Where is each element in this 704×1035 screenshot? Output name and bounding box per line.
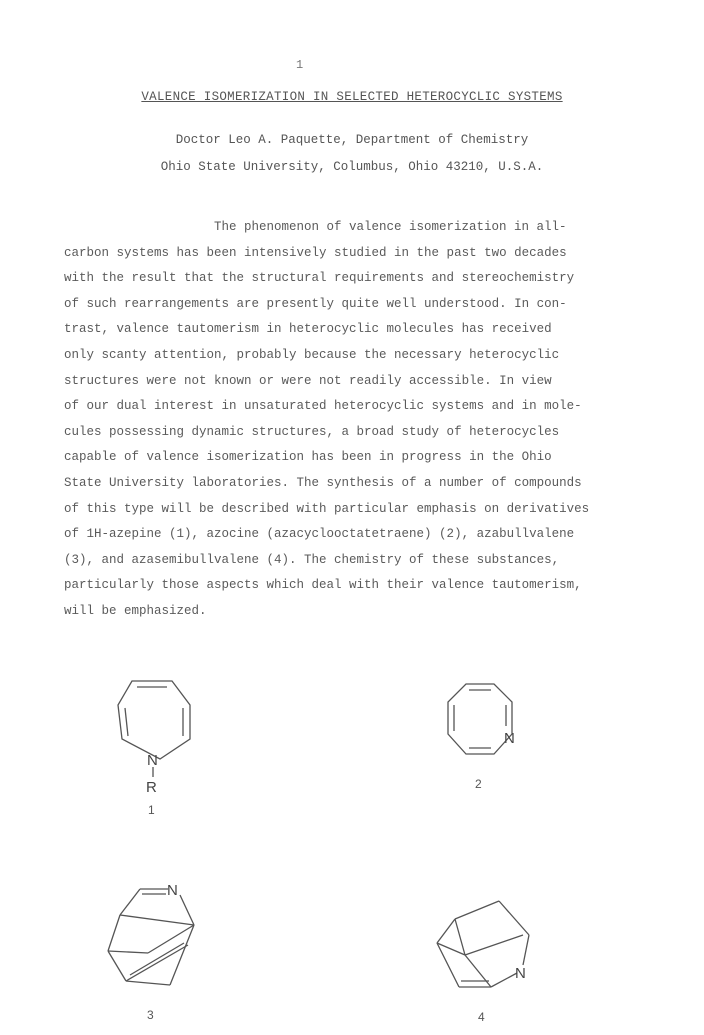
- azasemibullvalene-structure: [425, 895, 545, 1005]
- body-line: particularly those aspects which deal with their valence tautomerism,: [64, 578, 582, 593]
- azabullvalene-structure: [100, 875, 210, 1005]
- structure-4-label: 4: [478, 1010, 485, 1024]
- body-line: trast, valence tautomerism in heterocyclic molecules has received: [64, 322, 552, 337]
- paper-title: VALENCE ISOMERIZATION IN SELECTED HETEROCYCLIC SYSTEMS: [141, 90, 563, 104]
- structure-1-label: 1: [148, 803, 155, 817]
- body-line: cules possessing dynamic structures, a broad study of heterocycles: [64, 424, 560, 439]
- body-line: of 1H-azepine (1), azocine (azacyclooctatetraene) (2), azabullvalene: [64, 527, 575, 542]
- body-line: of this type will be described with particular emphasis on derivatives: [64, 501, 590, 516]
- body-line: will be emphasized.: [64, 603, 207, 618]
- body-line: carbon systems has been intensively studied in the past two decades: [64, 245, 567, 260]
- azocine-n-atom: N: [504, 730, 515, 747]
- body-line: structures were not known or were not readily accessible. In view: [64, 373, 552, 388]
- azocine-structure: [440, 680, 530, 770]
- author-line: Doctor Leo A. Paquette, Department of Chemistry: [175, 133, 529, 147]
- azasemibullvalene-n-atom: N: [515, 965, 526, 982]
- body-line: State University laboratories. The synthesis of a number of compounds: [64, 475, 582, 490]
- azabullvalene-n-atom: N: [167, 882, 178, 899]
- page-number: 1: [296, 58, 304, 72]
- body-line: with the result that the structural requirements and stereochemistry: [64, 271, 575, 286]
- structure-3-label: 3: [147, 1008, 154, 1022]
- azepine-r-group: R: [146, 779, 157, 796]
- body-line: capable of valence isomerization has been in progress in the Ohio: [64, 450, 552, 465]
- body-line: (3), and azasemibullvalene (4). The chemistry of these substances,: [64, 552, 560, 567]
- body-line: of such rearrangements are presently quite well understood. In con-: [64, 296, 567, 311]
- body-paragraph: [64, 215, 654, 625]
- body-line: The phenomenon of valence isomerization in all-: [214, 220, 567, 234]
- structure-2-label: 2: [475, 777, 482, 791]
- body-line: only scanty attention, probably because the necessary heterocyclic: [64, 347, 560, 362]
- affiliation-line: Ohio State University, Columbus, Ohio 43210, U.S.A.: [160, 160, 544, 174]
- azepine-n-atom: N: [147, 752, 158, 769]
- azepine-structure: [110, 675, 200, 795]
- body-line: of our dual interest in unsaturated heterocyclic systems and in mole-: [64, 399, 582, 414]
